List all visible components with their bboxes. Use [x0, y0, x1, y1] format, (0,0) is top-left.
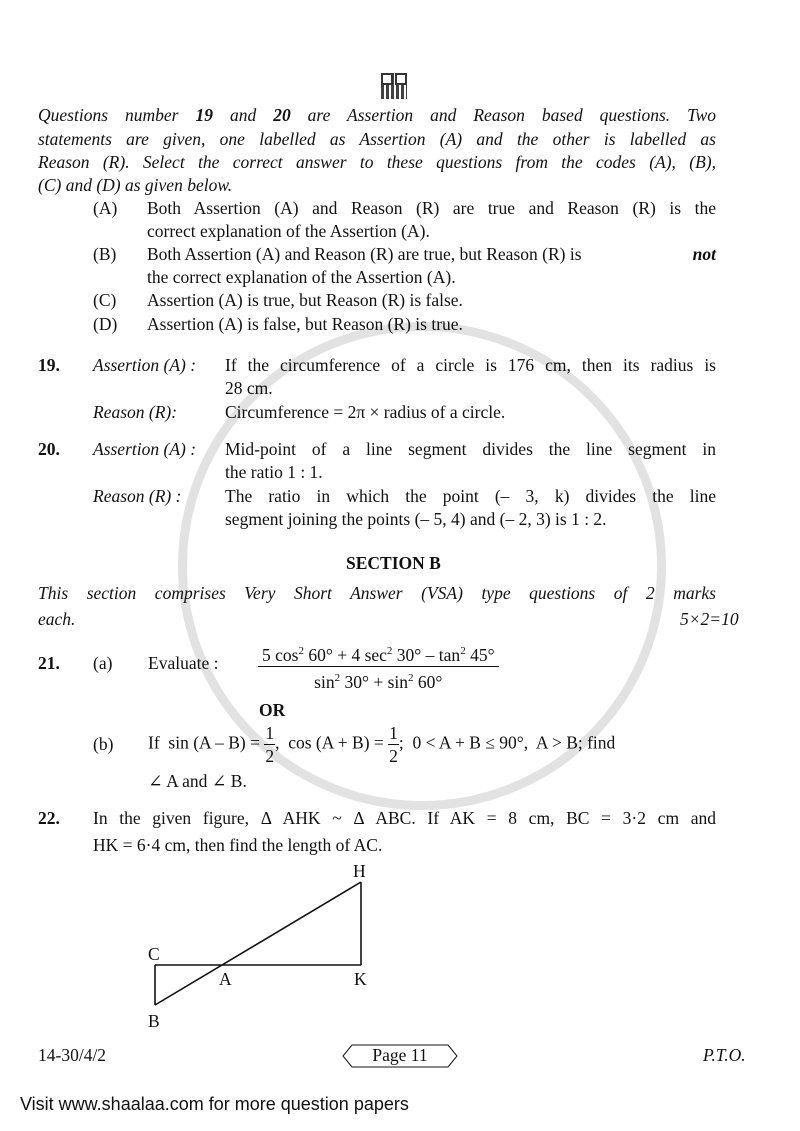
code-label: (D) [93, 314, 118, 334]
section-title: SECTION B [346, 553, 441, 573]
question-number: 20. [38, 439, 60, 459]
or-label: OR [259, 700, 286, 720]
point-label-b: B [148, 1011, 160, 1031]
code-text: Both Assertion (A) and Reason (R) are true and Reason (R) is the [147, 198, 716, 218]
reason-text: Circumference = 2π × radius of a circle. [225, 402, 506, 422]
intro-line: Questions number 19 and 20 are Assertion and Reason based questions. Two [38, 105, 717, 125]
segment-bh [155, 882, 361, 1005]
evaluate-label: Evaluate : [148, 653, 219, 673]
point-label-h: H [353, 861, 366, 881]
code-emphasis: not [692, 244, 716, 264]
assertion-text: Mid-point of a line segment divides the line segment in [225, 439, 716, 459]
assertion-text: the ratio 1 : 1. [225, 462, 323, 482]
intro-line: Reason (R). Select the correct answer to these questions from the codes (A), (B), [38, 152, 716, 172]
section-marks: 5×2=10 [680, 609, 739, 629]
intro-line: (C) and (D) as given below. [38, 175, 233, 195]
paper-code: 14-30/4/2 [38, 1045, 107, 1065]
assertion-label: Assertion (A) : [93, 355, 197, 375]
assertion-label: Assertion (A) : [93, 439, 197, 459]
point-label-a: A [219, 969, 232, 989]
page-number-badge [342, 1044, 458, 1068]
question-text: In the given figure, Δ AHK ~ Δ ABC. If AK = 8 cm, BC = 3·2 cm and [93, 808, 716, 828]
code-label: (A) [93, 198, 118, 218]
assertion-text: 28 cm. [225, 378, 273, 398]
reason-text: segment joining the points (– 5, 4) and (– 2, 3) is 1 : 2. [225, 509, 607, 529]
option-label: (b) [93, 734, 114, 754]
q21b-text: ∠ A and ∠ B. [148, 771, 247, 791]
point-label-c: C [148, 944, 160, 964]
section-description: This section comprises Very Short Answer (VSA) type questions of 2 marks [38, 583, 716, 603]
code-label: (C) [93, 290, 117, 310]
option-label: (a) [93, 653, 113, 673]
assertion-text: If the circumference of a circle is 176 cm, then its radius is [225, 355, 716, 375]
point-label-k: K [354, 969, 367, 989]
intro-line: statements are given, one labelled as Assertion (A) and the other is labelled as [38, 129, 716, 149]
pto-label: P.T.O. [703, 1045, 746, 1065]
question-number: 19. [38, 355, 60, 375]
reason-text: The ratio in which the point (– 3, k) divides the line [225, 486, 716, 506]
q21b-expression: If sin (A – B) = $\frac{1}{2}$ , cos (A + B) = $\frac{1}{2}$ ; 0 < A + B ≤ 90°, A > B; find [148, 723, 616, 766]
reason-label: Reason (R): [93, 402, 178, 422]
code-text: the correct explanation of the Assertion (A). [147, 267, 456, 287]
question-number: 21. [38, 653, 60, 673]
question-text: HK = 6·4 cm, then find the length of AC. [93, 835, 383, 855]
fraction-expression: $\frac{5 \cos^2 60^\circ + 4 \sec^2 30^\circ - \tan^2 45^\circ}{\sin^2 30^\circ + \sin^2 60^\circ}$ [258, 640, 499, 693]
code-text-part: Both Assertion (A) and Reason (R) are true, but Reason (R) is [147, 244, 582, 264]
visit-link[interactable]: Visit www.shaalaa.com for more question papers [20, 1094, 409, 1114]
page-number: Page 11 [372, 1045, 428, 1065]
code-text: correct explanation of the Assertion (A). [147, 221, 430, 241]
question-number: 22. [38, 808, 60, 828]
reason-label: Reason (R) : [93, 486, 182, 506]
code-text: Assertion (A) is true, but Reason (R) is false. [147, 290, 463, 310]
code-label: (B) [93, 244, 117, 264]
section-description: each. [38, 609, 76, 629]
code-text: Assertion (A) is false, but Reason (R) is true. [147, 314, 463, 334]
